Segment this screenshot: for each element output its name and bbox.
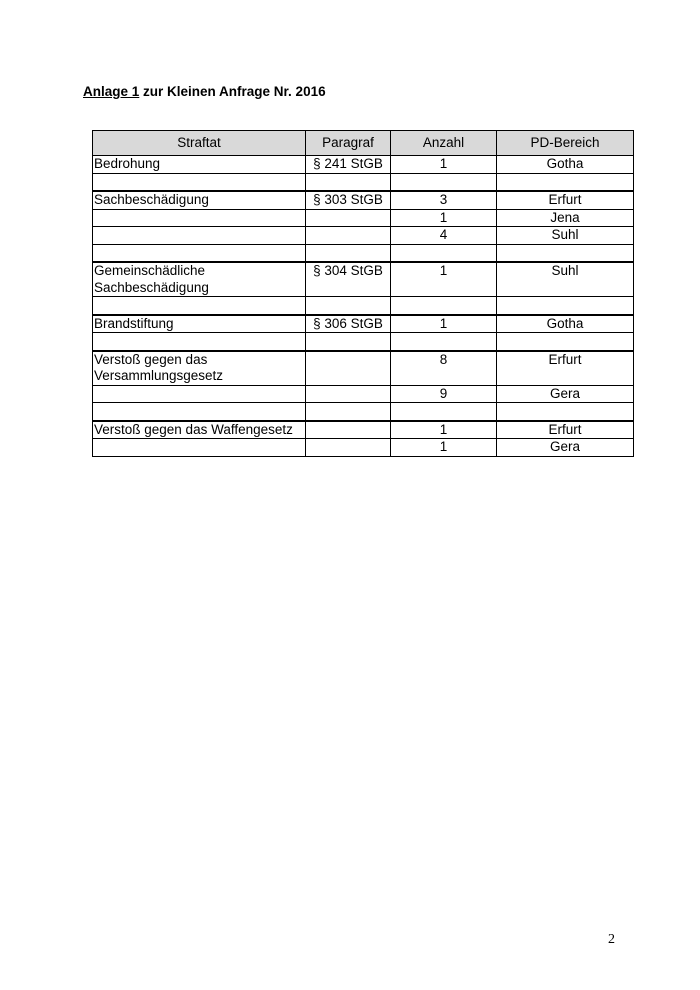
cell-pd-bereich: Gotha bbox=[497, 156, 634, 174]
cell-empty bbox=[497, 403, 634, 421]
cell-empty bbox=[93, 403, 306, 421]
cell-paragraf bbox=[306, 227, 391, 245]
cell-anzahl: 9 bbox=[391, 385, 497, 403]
header-paragraf: Paragraf bbox=[306, 131, 391, 156]
cell-empty bbox=[306, 173, 391, 191]
cell-pd-bereich: Suhl bbox=[497, 262, 634, 297]
cell-empty bbox=[93, 333, 306, 351]
cell-empty bbox=[391, 173, 497, 191]
cell-anzahl: 1 bbox=[391, 315, 497, 333]
cell-empty bbox=[391, 297, 497, 315]
cell-pd-bereich: Gotha bbox=[497, 315, 634, 333]
table-header-row bbox=[93, 131, 634, 156]
cell-pd-bereich: Gera bbox=[497, 439, 634, 457]
cell-paragraf bbox=[306, 209, 391, 227]
table-row-blank bbox=[93, 403, 634, 421]
table-row bbox=[93, 262, 634, 297]
cell-paragraf bbox=[306, 385, 391, 403]
table-row-blank bbox=[93, 173, 634, 191]
cell-anzahl: 1 bbox=[391, 262, 497, 297]
cell-straftat: Bedrohung bbox=[93, 156, 306, 174]
cell-straftat: Gemeinschädliche Sachbeschädigung bbox=[93, 262, 306, 297]
cell-pd-bereich: Jena bbox=[497, 209, 634, 227]
cell-paragraf: § 241 StGB bbox=[306, 156, 391, 174]
cell-empty bbox=[497, 244, 634, 262]
offense-table bbox=[92, 130, 634, 457]
cell-paragraf bbox=[306, 439, 391, 457]
cell-empty bbox=[93, 173, 306, 191]
cell-paragraf: § 306 StGB bbox=[306, 315, 391, 333]
table-row-blank bbox=[93, 297, 634, 315]
table-row bbox=[93, 209, 634, 227]
cell-empty bbox=[93, 244, 306, 262]
heading-inquiry-text: zur Kleinen Anfrage Nr. 2016 bbox=[139, 84, 326, 99]
page-number: 2 bbox=[608, 932, 615, 947]
document-heading bbox=[83, 84, 326, 99]
header-pd-bereich: PD-Bereich bbox=[497, 131, 634, 156]
cell-pd-bereich: Gera bbox=[497, 385, 634, 403]
cell-paragraf: § 304 StGB bbox=[306, 262, 391, 297]
table-row bbox=[93, 351, 634, 386]
cell-anzahl: 1 bbox=[391, 156, 497, 174]
cell-empty bbox=[497, 173, 634, 191]
cell-straftat: Verstoß gegen das Versammlungsgesetz bbox=[93, 351, 306, 386]
cell-straftat: Verstoß gegen das Waffengesetz bbox=[93, 421, 306, 439]
table-row bbox=[93, 315, 634, 333]
cell-paragraf bbox=[306, 351, 391, 386]
cell-straftat bbox=[93, 227, 306, 245]
cell-anzahl: 1 bbox=[391, 439, 497, 457]
cell-empty bbox=[497, 297, 634, 315]
cell-paragraf: § 303 StGB bbox=[306, 191, 391, 209]
cell-pd-bereich: Erfurt bbox=[497, 421, 634, 439]
cell-straftat bbox=[93, 209, 306, 227]
cell-straftat bbox=[93, 439, 306, 457]
cell-straftat: Brandstiftung bbox=[93, 315, 306, 333]
cell-anzahl: 1 bbox=[391, 421, 497, 439]
cell-anzahl: 1 bbox=[391, 209, 497, 227]
table-row bbox=[93, 439, 634, 457]
cell-empty bbox=[306, 244, 391, 262]
table-row bbox=[93, 227, 634, 245]
table-row bbox=[93, 385, 634, 403]
header-straftat: Straftat bbox=[93, 131, 306, 156]
cell-anzahl: 3 bbox=[391, 191, 497, 209]
cell-empty bbox=[306, 403, 391, 421]
header-anzahl: Anzahl bbox=[391, 131, 497, 156]
table-row bbox=[93, 421, 634, 439]
cell-straftat bbox=[93, 385, 306, 403]
cell-empty bbox=[306, 297, 391, 315]
cell-empty bbox=[391, 403, 497, 421]
cell-empty bbox=[391, 333, 497, 351]
cell-empty bbox=[306, 333, 391, 351]
table-row-blank bbox=[93, 244, 634, 262]
cell-anzahl: 8 bbox=[391, 351, 497, 386]
cell-pd-bereich: Suhl bbox=[497, 227, 634, 245]
cell-straftat: Sachbeschädigung bbox=[93, 191, 306, 209]
table-row-blank bbox=[93, 333, 634, 351]
cell-empty bbox=[93, 297, 306, 315]
cell-pd-bereich: Erfurt bbox=[497, 351, 634, 386]
table-row bbox=[93, 191, 634, 209]
cell-anzahl: 4 bbox=[391, 227, 497, 245]
heading-attachment-label: Anlage 1 bbox=[83, 84, 140, 99]
cell-empty bbox=[497, 333, 634, 351]
cell-empty bbox=[391, 244, 497, 262]
cell-paragraf bbox=[306, 421, 391, 439]
table-row bbox=[93, 156, 634, 174]
cell-pd-bereich: Erfurt bbox=[497, 191, 634, 209]
